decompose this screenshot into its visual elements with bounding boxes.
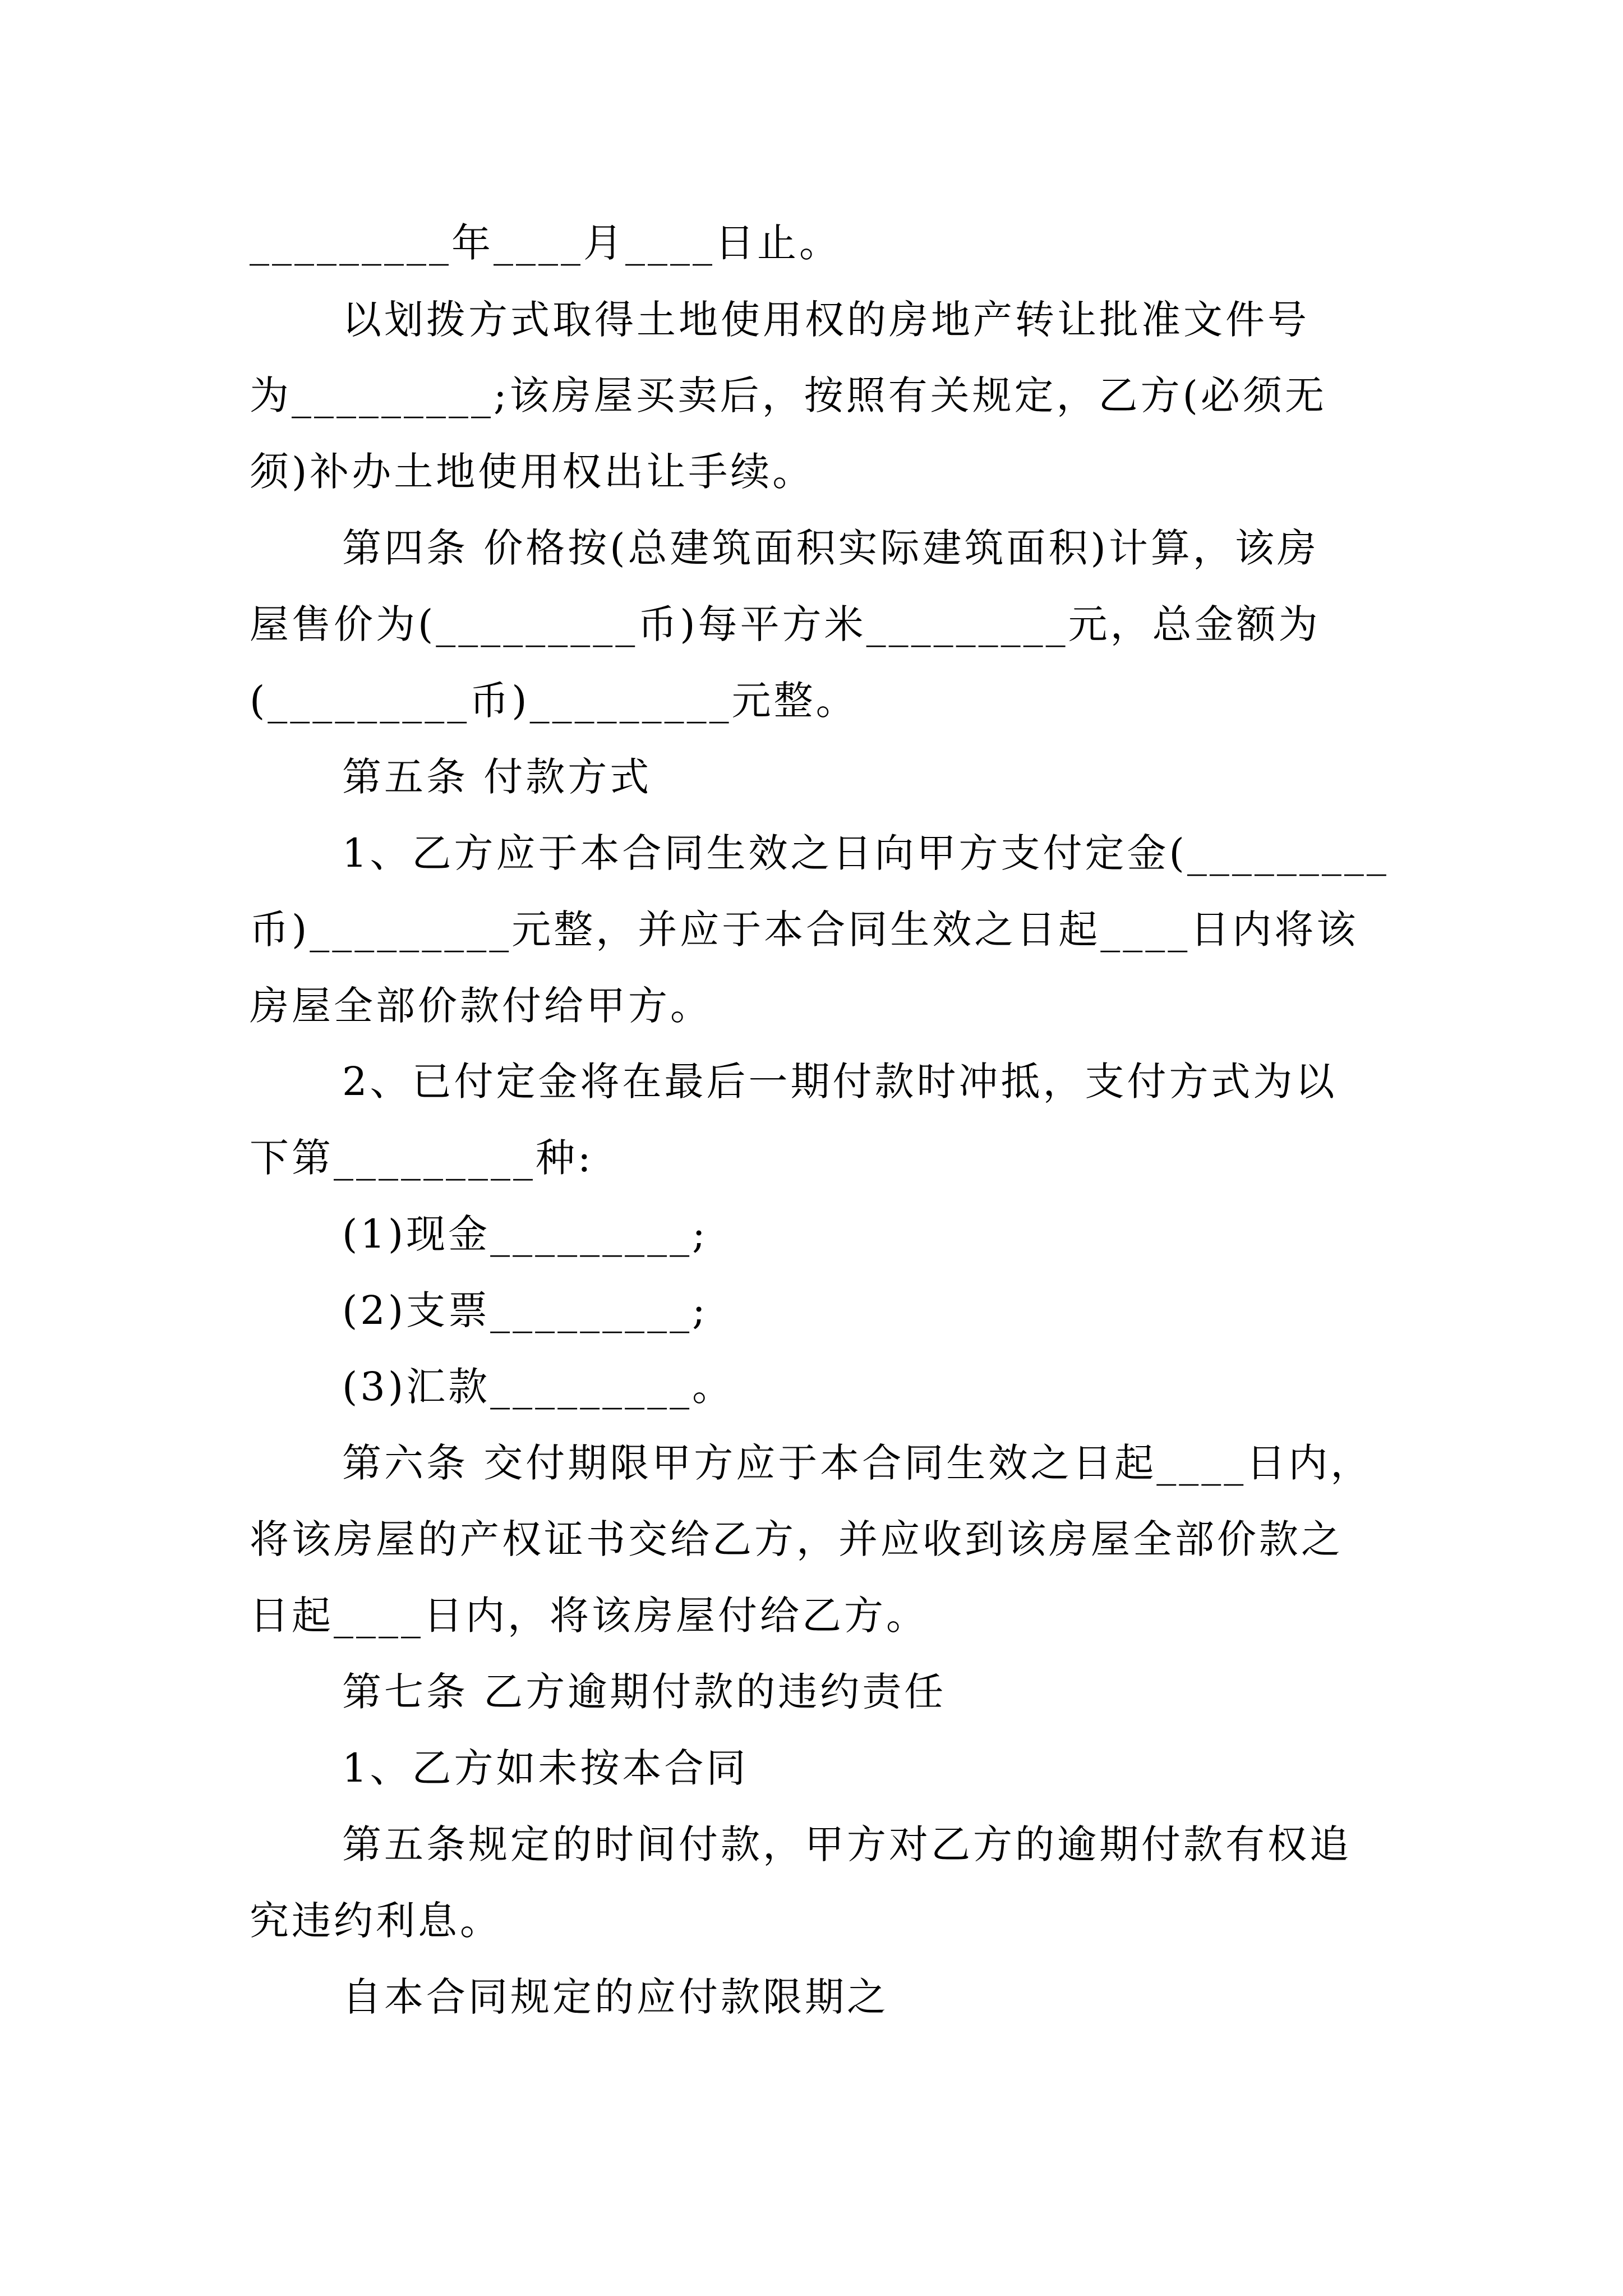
clause-6-heading: 第六条 交付期限甲方应于本合同生效之日起____日内， <box>342 1440 1373 1486</box>
clause-5-item-2: 2、已付定金将在最后一期付款时冲抵，支付方式为以 <box>342 1059 1338 1105</box>
clause-5-item-1: 1、乙方应于本合同生效之日向甲方支付定金(_________ <box>342 830 1389 876</box>
clause-5-item-2-cont: 下第_________种: <box>250 1135 594 1181</box>
line-date-end: _________年____月____日止。 <box>250 220 841 266</box>
clause-5-item-1-end: 房屋全部价款付给甲方。 <box>250 983 712 1029</box>
clause-7-item-1: 1、乙方如未按本合同 <box>342 1745 749 1791</box>
clause-4-total: (_________币)_________元整。 <box>250 678 858 724</box>
clause-4-price: 屋售价为(_________币)每平方米_________元，总金额为 <box>250 601 1321 647</box>
clause-7-heading: 第七条 乙方逾期付款的违约责任 <box>342 1669 947 1715</box>
payment-option-remittance: (3)汇款_________。 <box>342 1364 735 1410</box>
clause-5-item-1-cont: 币)_________元整，并应于本合同生效之日起____日内将该 <box>250 907 1359 953</box>
payment-option-cheque: (2)支票_________; <box>342 1287 708 1333</box>
clause-4-heading: 第四条 价格按(总建筑面积实际建筑面积)计算，该房 <box>342 525 1319 571</box>
payment-option-cash: (1)现金_________; <box>342 1211 708 1257</box>
line-transfer-procedure: 为_________;该房屋买卖后，按照有关规定，乙方(必须无 <box>250 372 1327 418</box>
clause-6-cont: 将该房屋的产权证书交给乙方，并应收到该房屋全部价款之 <box>250 1516 1343 1562</box>
clause-7-final: 自本合同规定的应付款限期之 <box>342 1974 889 2020</box>
line-transfer-procedure-cont: 须)补办土地使用权出让手续。 <box>250 449 815 495</box>
clause-6-end: 日起____日内，将该房屋付给乙方。 <box>250 1593 928 1639</box>
line-approval-doc: 以划拨方式取得土地使用权的房地产转让批准文件号 <box>342 297 1310 343</box>
clause-7-para: 第五条规定的时间付款，甲方对乙方的逾期付款有权追 <box>342 1821 1352 1867</box>
clause-7-para-cont: 究违约利息。 <box>250 1898 502 1944</box>
clause-5-heading: 第五条 付款方式 <box>342 754 652 800</box>
